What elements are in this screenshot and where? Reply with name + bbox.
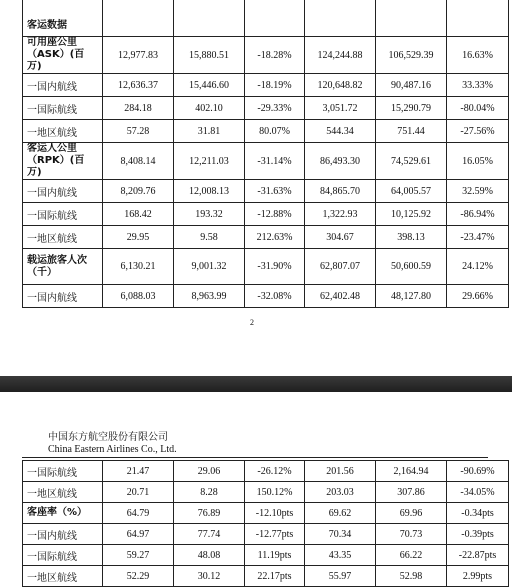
value-cell: 8,963.99 [174, 285, 245, 308]
value-cell: 12,211.03 [174, 143, 245, 180]
value-cell: 8.28 [174, 482, 245, 503]
value-cell: -0.39pts [447, 524, 509, 545]
value-cell: -31.90% [245, 249, 305, 285]
value-cell: 31.81 [174, 120, 245, 143]
value-cell: 8,408.14 [103, 143, 174, 180]
value-cell: 32.59% [447, 180, 509, 203]
value-cell: -80.04% [447, 97, 509, 120]
value-cell: -90.69% [447, 461, 509, 482]
empty-cell [305, 0, 376, 37]
row-label: 一国际航线 [23, 545, 103, 566]
value-cell: -31.14% [245, 143, 305, 180]
section-title: 客运数据 [23, 0, 103, 37]
value-cell: 193.32 [174, 203, 245, 226]
row-label: 一地区航线 [23, 482, 103, 503]
value-cell: 62,402.48 [305, 285, 376, 308]
table-row [23, 524, 509, 545]
value-cell: -18.19% [245, 74, 305, 97]
value-cell: 15,290.79 [376, 97, 447, 120]
passenger-data-table [22, 0, 509, 308]
company-name-en: China Eastern Airlines Co., Ltd. [48, 444, 177, 455]
value-cell: 2,164.94 [376, 461, 447, 482]
value-cell: 48.08 [174, 545, 245, 566]
value-cell: 544.34 [305, 120, 376, 143]
value-cell: 124,244.88 [305, 37, 376, 74]
value-cell: 84,865.70 [305, 180, 376, 203]
row-label: 一国际航线 [23, 203, 103, 226]
value-cell: 212.63% [245, 226, 305, 249]
empty-cell [376, 0, 447, 37]
value-cell: 21.47 [103, 461, 174, 482]
value-cell: 52.98 [376, 566, 447, 587]
table-row [23, 285, 509, 308]
value-cell: 64.97 [103, 524, 174, 545]
value-cell: -22.87pts [447, 545, 509, 566]
value-cell: 30.12 [174, 566, 245, 587]
table-row [23, 203, 509, 226]
value-cell: 22.17pts [245, 566, 305, 587]
value-cell: -29.33% [245, 97, 305, 120]
value-cell: 284.18 [103, 97, 174, 120]
value-cell: 6,130.21 [103, 249, 174, 285]
value-cell: -12.88% [245, 203, 305, 226]
empty-cell [447, 0, 509, 37]
table-row [23, 545, 509, 566]
page-gap [0, 376, 512, 392]
row-label: 客运人公里（RPK）(百万) [23, 143, 103, 180]
value-cell: 69.96 [376, 503, 447, 524]
value-cell: 2.99pts [447, 566, 509, 587]
value-cell: 57.28 [103, 120, 174, 143]
value-cell: -86.94% [447, 203, 509, 226]
row-label: 一地区航线 [23, 120, 103, 143]
value-cell: 12,008.13 [174, 180, 245, 203]
value-cell: -31.63% [245, 180, 305, 203]
value-cell: 20.71 [103, 482, 174, 503]
row-label: 一国内航线 [23, 180, 103, 203]
value-cell: 16.63% [447, 37, 509, 74]
value-cell: 48,127.80 [376, 285, 447, 308]
table-row [23, 249, 509, 285]
value-cell: 43.35 [305, 545, 376, 566]
row-label: 一地区航线 [23, 226, 103, 249]
value-cell: 12,636.37 [103, 74, 174, 97]
value-cell: 9,001.32 [174, 249, 245, 285]
row-label: 载运旅客人次（千） [23, 249, 103, 285]
row-label: 一国内航线 [23, 74, 103, 97]
table-row [23, 74, 509, 97]
header-rule [22, 457, 488, 458]
value-cell: 55.97 [305, 566, 376, 587]
value-cell: 90,487.16 [376, 74, 447, 97]
value-cell: 304.67 [305, 226, 376, 249]
value-cell: 80.07% [245, 120, 305, 143]
page-number: 2 [250, 318, 254, 327]
value-cell: 402.10 [174, 97, 245, 120]
value-cell: 64,005.57 [376, 180, 447, 203]
value-cell: 70.34 [305, 524, 376, 545]
value-cell: 69.62 [305, 503, 376, 524]
value-cell: -12.77pts [245, 524, 305, 545]
value-cell: 203.03 [305, 482, 376, 503]
section-title-row [23, 0, 509, 37]
document-page-2 [0, 392, 512, 584]
row-label: 一国内航线 [23, 285, 103, 308]
value-cell: 201.56 [305, 461, 376, 482]
value-cell: 66.22 [376, 545, 447, 566]
value-cell: -34.05% [447, 482, 509, 503]
row-label: 一国际航线 [23, 97, 103, 120]
table-row [23, 461, 509, 482]
value-cell: 168.42 [103, 203, 174, 226]
value-cell: 24.12% [447, 249, 509, 285]
table-row [23, 97, 509, 120]
table-row [23, 180, 509, 203]
row-label: 可用座公里（ASK）(百万) [23, 37, 103, 74]
value-cell: 8,209.76 [103, 180, 174, 203]
value-cell: 11.19pts [245, 545, 305, 566]
value-cell: 16.05% [447, 143, 509, 180]
value-cell: 150.12% [245, 482, 305, 503]
passenger-data-table-continued [22, 460, 509, 587]
table-row [23, 566, 509, 587]
value-cell: 52.29 [103, 566, 174, 587]
table-row [23, 143, 509, 180]
table-row [23, 226, 509, 249]
table-row [23, 503, 509, 524]
value-cell: 106,529.39 [376, 37, 447, 74]
value-cell: -23.47% [447, 226, 509, 249]
table-row [23, 37, 509, 74]
value-cell: -27.56% [447, 120, 509, 143]
value-cell: 9.58 [174, 226, 245, 249]
value-cell: 62,807.07 [305, 249, 376, 285]
value-cell: -32.08% [245, 285, 305, 308]
table-row [23, 482, 509, 503]
value-cell: 59.27 [103, 545, 174, 566]
value-cell: -12.10pts [245, 503, 305, 524]
value-cell: 50,600.59 [376, 249, 447, 285]
row-label: 客座率（%） [23, 503, 103, 524]
value-cell: 77.74 [174, 524, 245, 545]
value-cell: 33.33% [447, 74, 509, 97]
value-cell: 15,446.60 [174, 74, 245, 97]
company-name-cn: 中国东方航空股份有限公司 [48, 432, 168, 443]
row-label: 一国际航线 [23, 461, 103, 482]
value-cell: 307.86 [376, 482, 447, 503]
value-cell: 751.44 [376, 120, 447, 143]
empty-cell [245, 0, 305, 37]
value-cell: 29.06 [174, 461, 245, 482]
value-cell: 64.79 [103, 503, 174, 524]
value-cell: 15,880.51 [174, 37, 245, 74]
value-cell: 3,051.72 [305, 97, 376, 120]
company-header [48, 432, 177, 456]
value-cell: 74,529.61 [376, 143, 447, 180]
value-cell: 120,648.82 [305, 74, 376, 97]
table-row [23, 120, 509, 143]
row-label: 一地区航线 [23, 566, 103, 587]
value-cell: 1,322.93 [305, 203, 376, 226]
value-cell: -26.12% [245, 461, 305, 482]
value-cell: 86,493.30 [305, 143, 376, 180]
value-cell: -18.28% [245, 37, 305, 74]
value-cell: 10,125.92 [376, 203, 447, 226]
row-label: 一国内航线 [23, 524, 103, 545]
value-cell: 6,088.03 [103, 285, 174, 308]
value-cell: 70.73 [376, 524, 447, 545]
value-cell: 398.13 [376, 226, 447, 249]
value-cell: 76.89 [174, 503, 245, 524]
value-cell: -0.34pts [447, 503, 509, 524]
empty-cell [103, 0, 174, 37]
empty-cell [174, 0, 245, 37]
value-cell: 12,977.83 [103, 37, 174, 74]
value-cell: 29.95 [103, 226, 174, 249]
value-cell: 29.66% [447, 285, 509, 308]
